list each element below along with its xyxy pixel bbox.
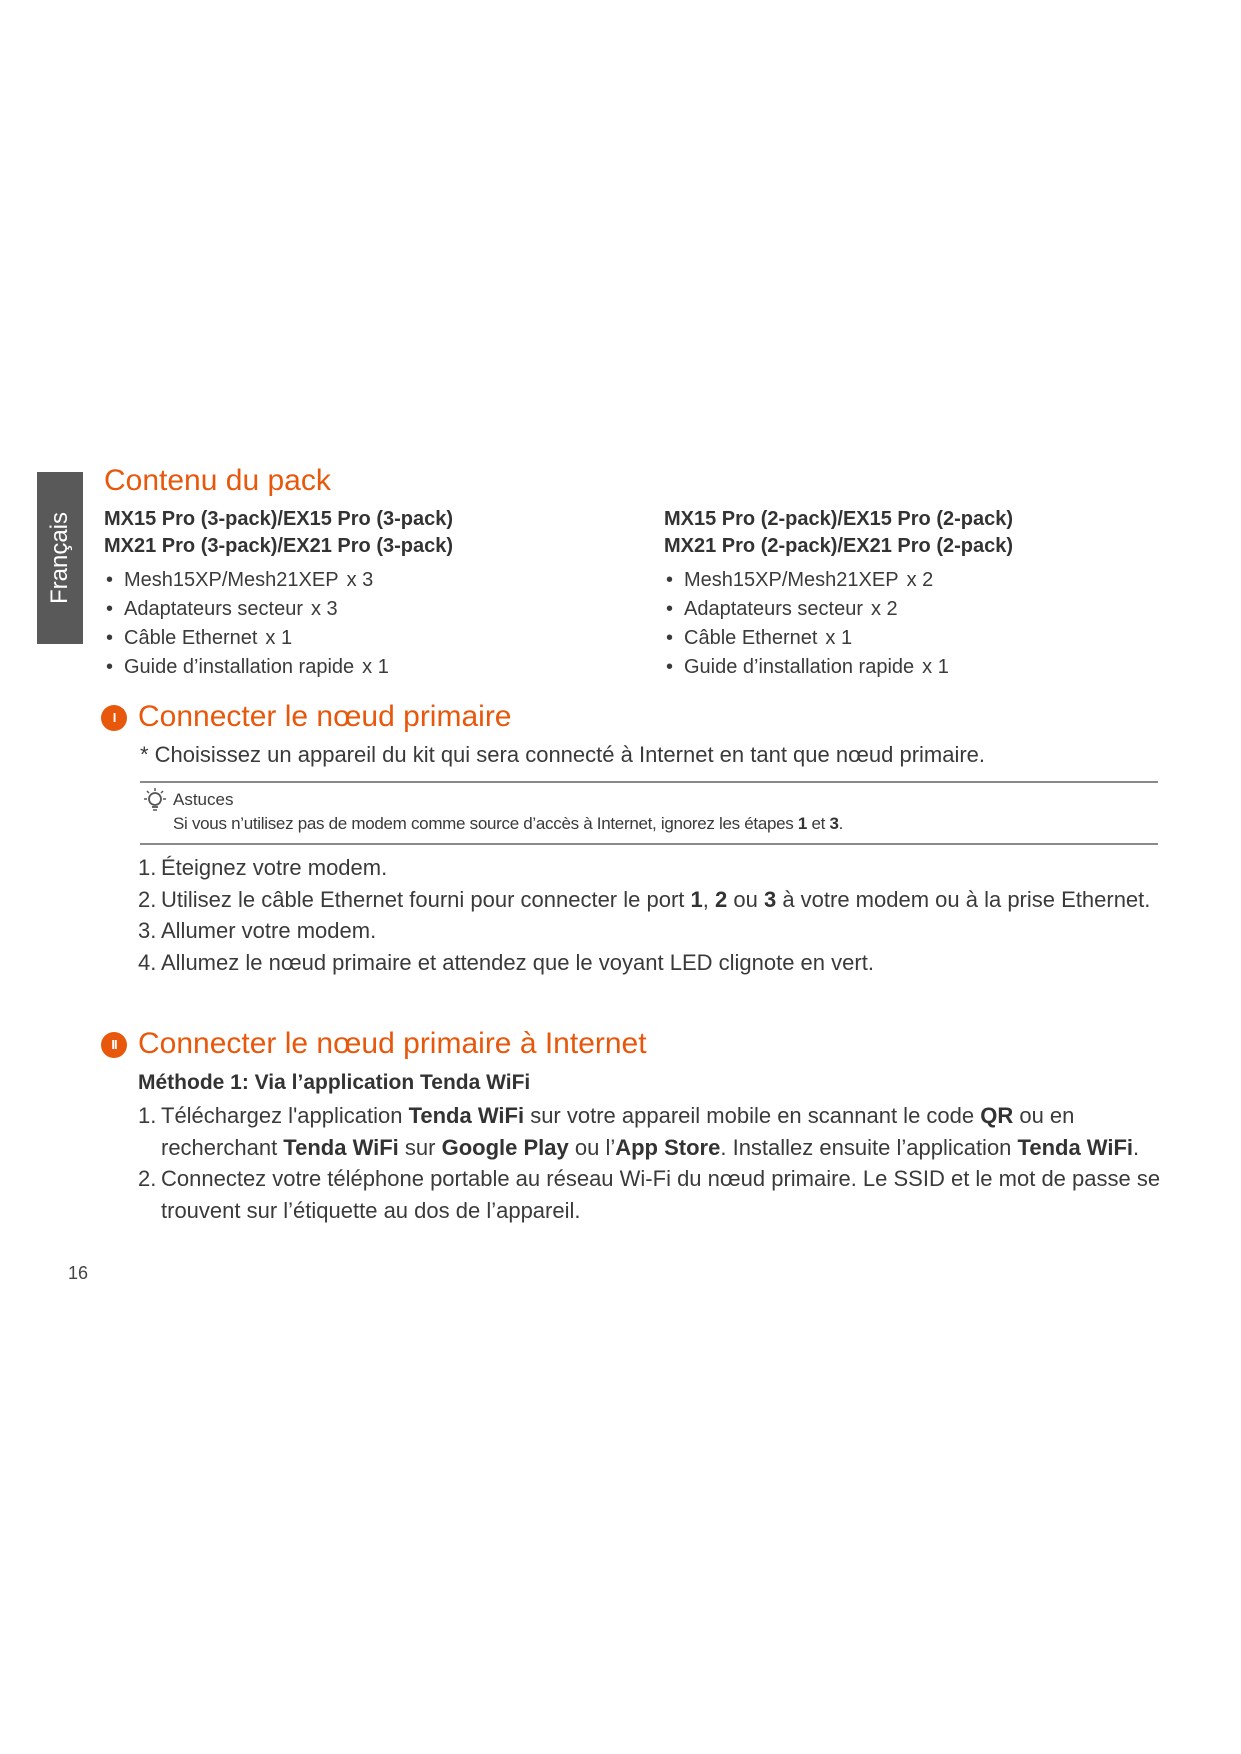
item-qty: x 1 [362,656,389,678]
section-number-badge: I [101,705,127,731]
list-item: 4. Allumez le nœud primaire et attendez que le voyant LED clignote en vert. [138,949,874,975]
list-item [104,653,453,682]
item-name: Guide d’installation rapide [124,656,355,678]
pack-item-list [104,566,453,682]
tip-divider-bottom [140,843,1158,845]
list-item: 1. Éteignez votre modem. [138,855,388,880]
model-line: MX21 Pro (3-pack)/EX21 Pro (3-pack) [104,535,454,557]
item-qty: x 2 [906,569,934,591]
list-item: 3. Allumer votre modem. [138,918,377,943]
list-item [664,653,1013,682]
item-qty: x 3 [311,598,338,620]
list-item: 2. Connectez votre téléphone portable au réseau Wi-Fi du nœud primaire. Le SSID et le mot de passe se trouvent sur l’étiquette au dos de l’appareil. [138,1166,1161,1223]
connect-steps [138,852,1161,978]
list-item [664,624,1013,653]
section-note: * Choisissez un appareil du kit qui sera connecté à Internet en tant que nœud primaire. [140,742,986,767]
page-number: 16 [68,1263,89,1283]
item-qty: x 1 [922,656,949,678]
tip-label: Astuces [173,790,234,809]
internet-steps [138,1100,1161,1226]
item-name: Câble Ethernet [124,627,258,649]
item-name: Adaptateurs secteur [124,598,303,620]
item-name: Câble Ethernet [684,627,818,649]
pack-item-list [664,566,1013,682]
model-line: MX15 Pro (3-pack)/EX15 Pro (3-pack) [104,508,454,530]
item-name: Adaptateurs secteur [684,598,863,620]
item-name: Mesh15XP/Mesh21XEP [684,569,899,591]
item-qty: x 1 [825,627,853,649]
tip-divider-top [140,781,1158,783]
item-qty: x 2 [871,598,898,620]
list-item [104,624,453,653]
list-item [104,595,453,624]
tip-text: Si vous n’utilisez pas de modem comme source d’accès à Internet, ignorez les étapes 1 et 3. [173,814,844,833]
list-item: 2. Utilisez le câble Ethernet fourni pour connecter le port 1, 2 ou 3 à votre modem ou à la prise Ethernet. [138,886,1151,912]
item-qty: x 3 [346,569,374,591]
item-name: Guide d’installation rapide [684,656,915,678]
list-item [664,595,1013,624]
section-number-badge: II [101,1032,127,1058]
method-title: Méthode 1: Via l’application Tenda WiFi [138,1071,531,1094]
section-title: Connecter le nœud primaire à Internet [138,1027,647,1060]
item-qty: x 1 [265,627,293,649]
pack-title: Contenu du pack [104,464,331,497]
lightbulb-icon [140,786,170,816]
language-tab-label: Français [46,511,73,605]
list-item [664,566,1013,595]
pack-column-2pack [664,508,1013,682]
item-name: Mesh15XP/Mesh21XEP [124,569,339,591]
model-line: MX21 Pro (2-pack)/EX21 Pro (2-pack) [664,535,1014,557]
section-title: Connecter le nœud primaire [138,700,512,733]
list-item: 1. Téléchargez l'application Tenda WiFi sur votre appareil mobile en scannant le code QR ou en recherchant Tenda WiFi sur Google Play ou l’App Store. Installez ensuite l’application Tenda WiFi. [138,1103,1140,1160]
pack-column-3pack [104,508,453,682]
list-item [104,566,453,595]
language-tab [37,472,83,644]
model-line: MX15 Pro (2-pack)/EX15 Pro (2-pack) [664,508,1014,530]
